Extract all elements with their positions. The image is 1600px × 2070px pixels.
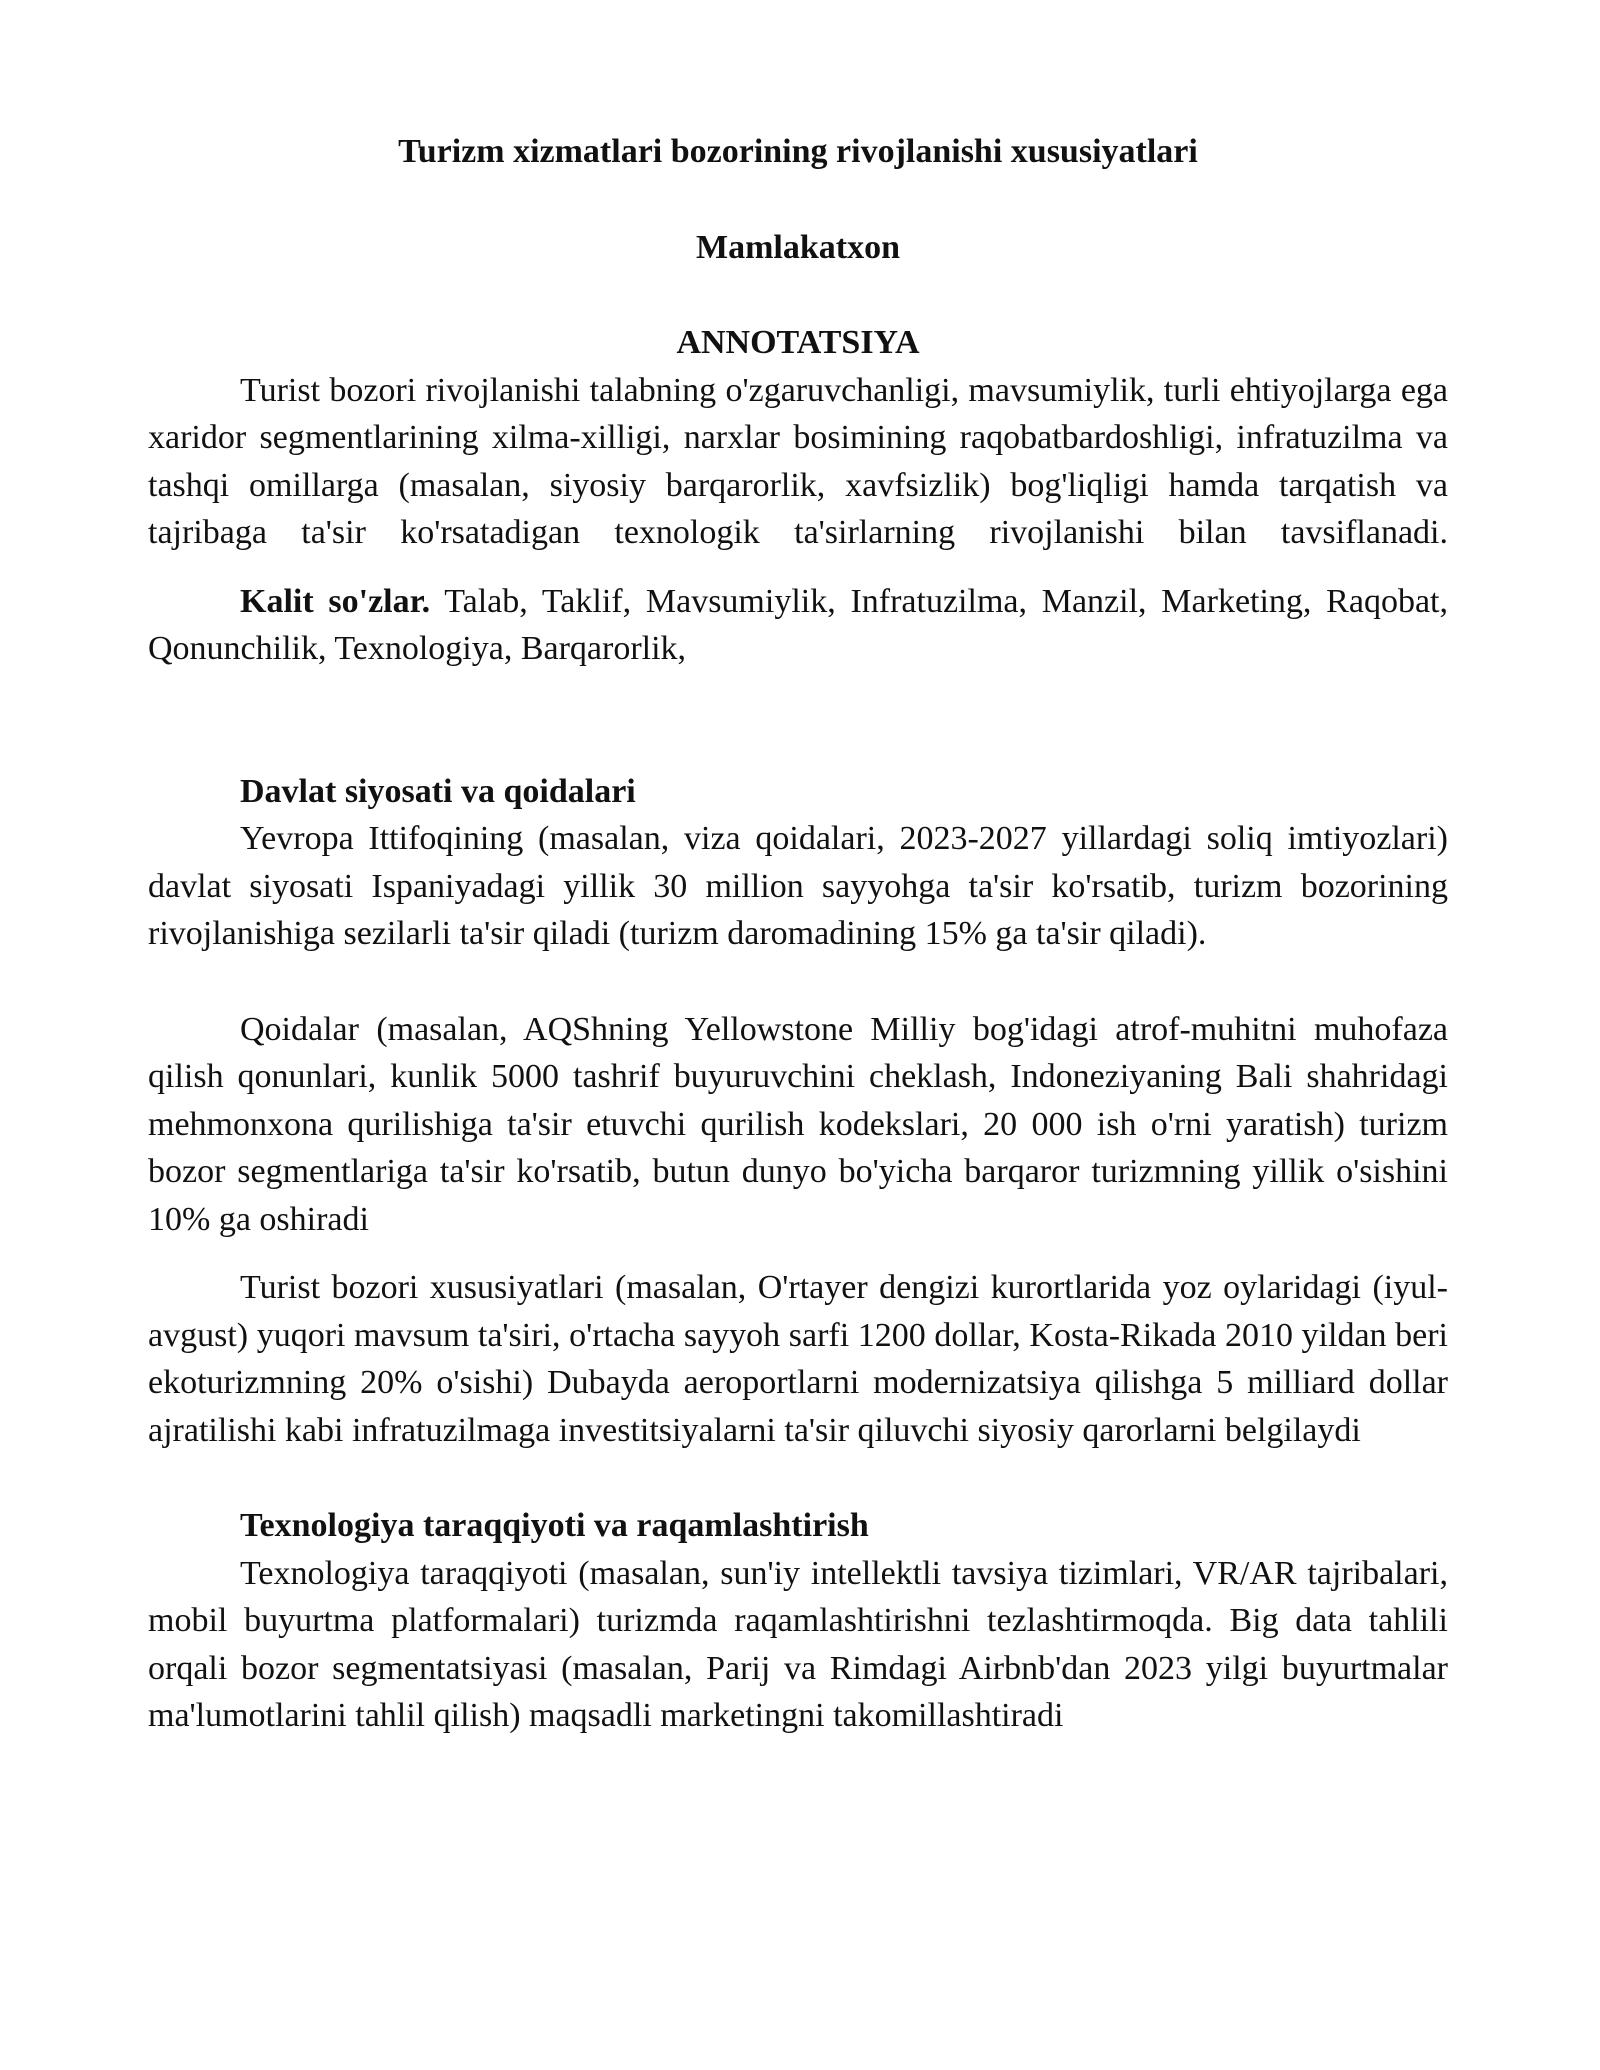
annotation-paragraph: Turist bozori rivojlanishi talabning o'zgaruvchanligi, mavsumiylik, turli ehtiyojlarga ega xaridor segmentlarining xilma-xilligi, narxlar bosimining raqobatbardoshligi, infratuzilma va tashqi omillarga (masalan, siyosiy barqarorlik, xavfsizlik) bog'liqligi hamda tarqatish va tajribaga ta'sir ko'rsatadigan texnologik ta'sirlarning rivojlanishi bilan tavsiflanadi. [148,371,1448,551]
keywords-text: Talab, Taklif, Mavsumiylik, Infratuzilma, Manzil, Marketing, Raqobat, Qonunchilik, Texnologiya, Barqarorlik, [148,582,1448,667]
section1-paragraph: Qoidalar (masalan, AQShning Yellowstone Milliy bog'idagi atrof-muhitni muhofaza qilish qonunlari, kunlik 5000 tashrif buyuruvchini cheklash, Indoneziyaning Bali shahridagi mehmonxona qurilishiga ta'sir etuvchi qurilish kodekslari, 20 000 ish o'rni yaratish) turizm bozor segmentlariga ta'sir ko'rsatib, butun dunyo bo'yicha barqaror turizmning yillik o'sishini 10% ga oshiradi [148,1010,1448,1238]
author-name: Mamlakatxon [696,228,900,266]
keywords-label: Kalit so'zlar. [240,582,431,620]
section1-paragraph: Yevropa Ittifoqining (masalan, viza qoidalari, 2023-2027 yillardagi soliq imtiyozlari) davlat siyosati Ispaniyadagi yillik 30 million sayyohga ta'sir ko'rsatib, turizm bozorining rivojlanishiga sezilarli ta'sir qiladi (turizm daromadining 15% ga ta'sir qiladi). [148,820,1448,952]
section2-paragraph: Texnologiya taraqqiyoti (masalan, sun'iy intellektli tavsiya tizimlari, VR/AR tajribalari, mobil buyurtma platformalari) turizmda raqamlashtirishni tezlashtirmoqda. Big data tahlili orqali bozor segmentatsiyasi (masalan, Parij va Rimdagi Airbnb'dan 2023 yilgi buyurtmalar ma'lumotlarini tahlil qilish) maqsadli marketingni takomillashtiradi [148,1554,1448,1734]
section-heading-technology: Texnologiya taraqqiyoti va raqamlashtirish [240,1507,869,1544]
section1-paragraph: Turist bozori xususiyatlari (masalan, O'rtayer dengizi kurortlarida yoz oylaridagi (iyul-avgust) yuqori mavsum ta'siri, o'rtacha sayyoh sarfi 1200 dollar, Kosta-Rikada 2010 yildan beri ekoturizmning 20% o'sishi) Dubayda aeroportlarni modernizatsiya qilishga 5 milliard dollar ajratilishi kabi infratuzilmaga investitsiyalarni ta'sir qiluvchi siyosiy qarorlarni belgilaydi [148,1269,1448,1449]
keywords-paragraph [148,578,1448,673]
document-page [148,118,1448,1740]
annotation-heading: ANNOTATSIYA [676,324,920,361]
document-title: Turizm xizmatlari bozorining rivojlanishi xususiyatlari [398,133,1198,170]
section-heading-policy: Davlat siyosati va qoidalari [240,772,636,810]
